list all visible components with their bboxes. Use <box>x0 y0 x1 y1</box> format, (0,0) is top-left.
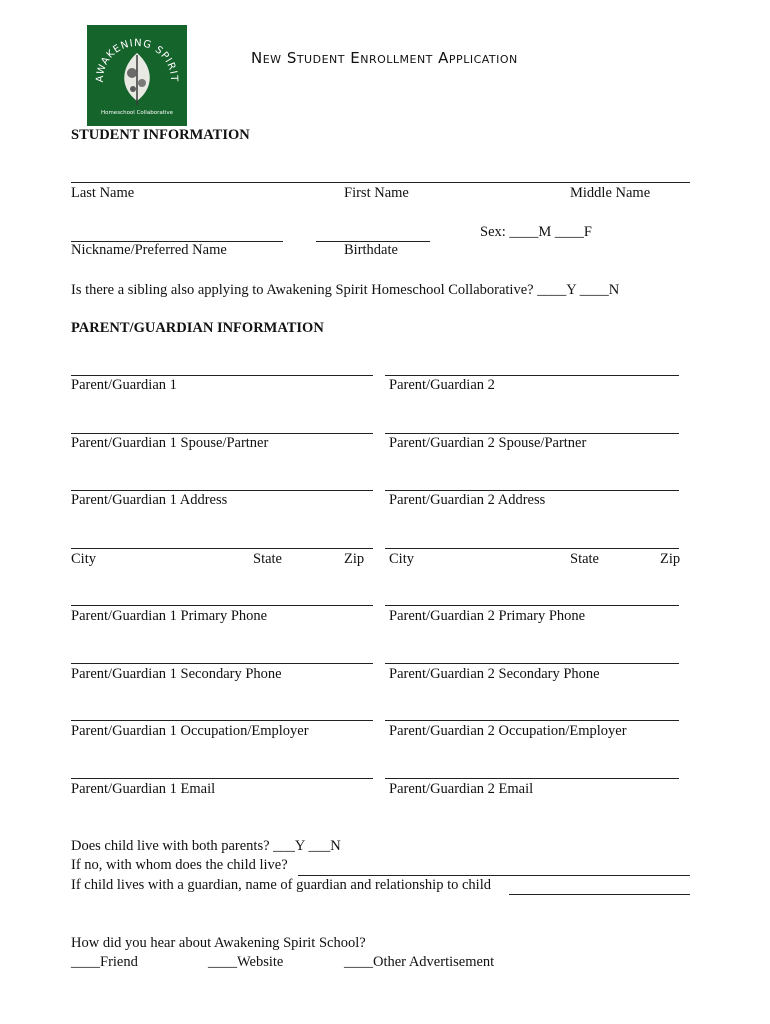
student-section-heading: STUDENT INFORMATION <box>71 127 250 143</box>
birthdate-label: Birthdate <box>344 242 398 258</box>
leaf-logo-icon <box>87 25 187 126</box>
guardian2-line[interactable] <box>385 375 679 376</box>
sex-field[interactable]: Sex: ____M ____F <box>480 224 592 240</box>
guardian1-occupation-label: Parent/Guardian 1 Occupation/Employer <box>71 723 309 739</box>
referral-friend-option[interactable]: ____Friend <box>71 954 138 970</box>
with-whom-question: If no, with whom does the child live? <box>71 857 288 873</box>
guardian2-spouse-line[interactable] <box>385 433 679 434</box>
middle-name-label: Middle Name <box>570 185 651 201</box>
guardian2-email-line[interactable] <box>385 778 679 779</box>
guardian1-secondary-phone-label: Parent/Guardian 1 Secondary Phone <box>71 666 282 682</box>
guardian1-secondary-phone-line[interactable] <box>71 663 373 664</box>
guardian2-state-label: State <box>570 551 599 567</box>
guardian1-label: Parent/Guardian 1 <box>71 377 177 393</box>
guardian1-spouse-line[interactable] <box>71 433 373 434</box>
guardian1-city-label: City <box>71 551 96 567</box>
guardian2-spouse-label: Parent/Guardian 2 Spouse/Partner <box>389 435 587 451</box>
first-name-label: First Name <box>344 185 409 201</box>
guardian1-city-line[interactable] <box>71 548 373 549</box>
student-name-line[interactable] <box>71 182 690 183</box>
guardian2-secondary-phone-label: Parent/Guardian 2 Secondary Phone <box>389 666 600 682</box>
guardian2-occupation-line[interactable] <box>385 720 679 721</box>
guardian2-primary-phone-label: Parent/Guardian 2 Primary Phone <box>389 608 586 624</box>
both-parents-question[interactable]: Does child live with both parents? ___Y ___N <box>71 838 341 854</box>
logo-sub-text: Homeschool Collaborative <box>100 110 174 116</box>
guardian1-spouse-label: Parent/Guardian 1 Spouse/Partner <box>71 435 269 451</box>
guardian1-primary-phone-line[interactable] <box>71 605 373 606</box>
referral-website-option[interactable]: ____Website <box>208 954 284 970</box>
guardian1-address-line[interactable] <box>71 490 373 491</box>
last-name-label: Last Name <box>71 185 135 201</box>
page-title: New Student Enrollment Application <box>251 49 518 67</box>
guardian1-occupation-line[interactable] <box>71 720 373 721</box>
sibling-question[interactable]: Is there a sibling also applying to Awakening Spirit Homeschool Collaborative? ____Y ____N <box>71 282 620 298</box>
with-whom-line[interactable] <box>298 875 690 876</box>
guardian1-email-label: Parent/Guardian 1 Email <box>71 781 216 797</box>
guardian2-zip-label: Zip <box>660 551 681 567</box>
guardian-relationship-question: If child lives with a guardian, name of guardian and relationship to child <box>71 877 491 893</box>
referral-other-option[interactable]: ____Other Advertisement <box>344 954 495 970</box>
parent-section-heading: PARENT/GUARDIAN INFORMATION <box>71 320 324 336</box>
guardian2-occupation-label: Parent/Guardian 2 Occupation/Employer <box>389 723 627 739</box>
guardian2-address-line[interactable] <box>385 490 679 491</box>
guardian1-line[interactable] <box>71 375 373 376</box>
school-logo <box>87 25 187 126</box>
guardian2-label: Parent/Guardian 2 <box>389 377 495 393</box>
logo-ring-text: AWAKENING SPIRIT <box>94 37 180 83</box>
guardian1-address-label: Parent/Guardian 1 Address <box>71 492 228 508</box>
referral-question: How did you hear about Awakening Spirit School? <box>71 935 366 951</box>
guardian2-secondary-phone-line[interactable] <box>385 663 679 664</box>
guardian1-email-line[interactable] <box>71 778 373 779</box>
guardian1-state-label: State <box>253 551 282 567</box>
guardian1-zip-label: Zip <box>344 551 365 567</box>
guardian2-email-label: Parent/Guardian 2 Email <box>389 781 534 797</box>
guardian2-primary-phone-line[interactable] <box>385 605 679 606</box>
guardian2-city-label: City <box>389 551 414 567</box>
guardian2-address-label: Parent/Guardian 2 Address <box>389 492 546 508</box>
guardian2-city-line[interactable] <box>385 548 679 549</box>
guardian-relationship-line[interactable] <box>509 894 690 895</box>
nickname-label: Nickname/Preferred Name <box>71 242 227 258</box>
guardian1-primary-phone-label: Parent/Guardian 1 Primary Phone <box>71 608 268 624</box>
